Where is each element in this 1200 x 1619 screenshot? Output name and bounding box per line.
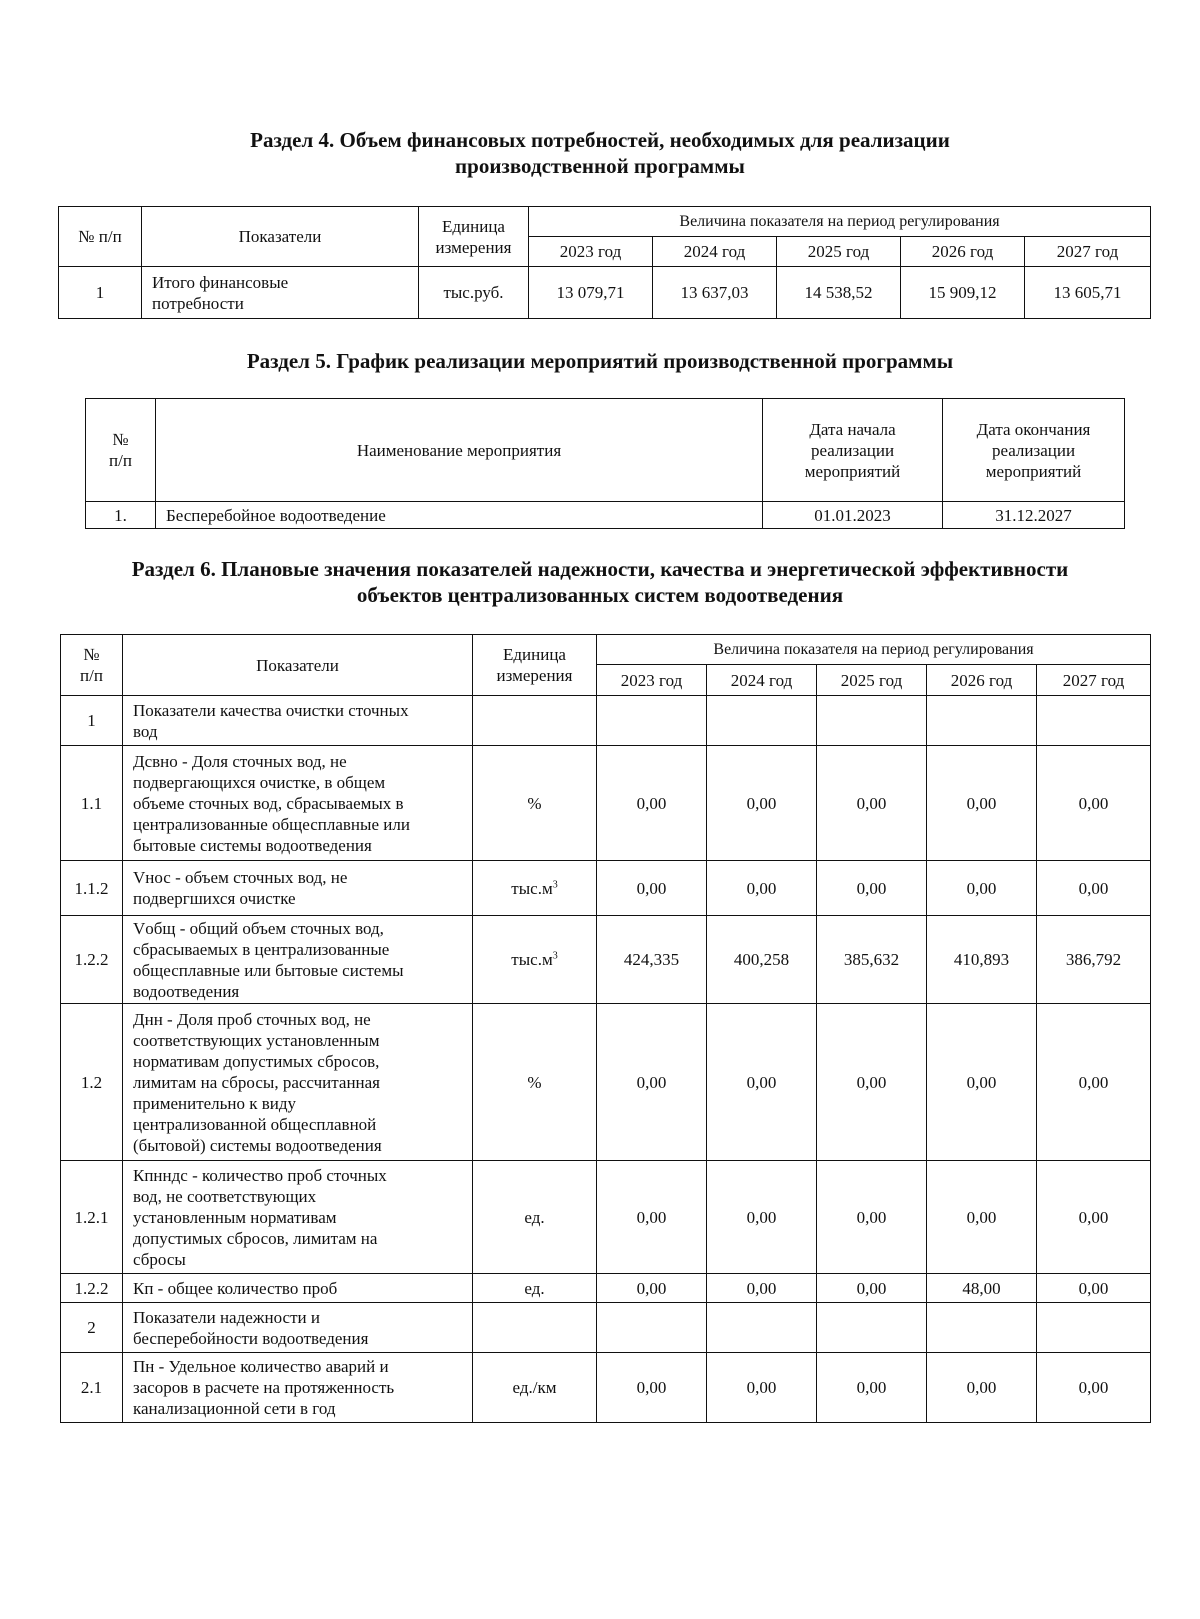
row-unit-text: тыс.м — [511, 878, 553, 898]
indicators-table-body — [61, 696, 1151, 1423]
row-unit-text: ед. — [524, 1278, 545, 1298]
row-indicator-line: Дсвно - Доля сточных вод, не — [133, 751, 347, 771]
row-unit-text: % — [527, 793, 542, 813]
row-value: 0,00 — [817, 1004, 927, 1161]
header-unit — [473, 635, 597, 696]
row-num: 1.1 — [61, 746, 123, 861]
row-value: 0,00 — [817, 1353, 927, 1423]
row-unit — [473, 1161, 597, 1274]
header-year: 2026 год — [901, 237, 1025, 267]
row-indicator — [123, 861, 473, 916]
section-5-title — [0, 348, 1200, 374]
row-value: 0,00 — [927, 861, 1037, 916]
row-value: 0,00 — [1037, 861, 1151, 916]
row-end-date: 31.12.2027 — [943, 502, 1125, 529]
row-unit — [473, 746, 597, 861]
row-indicator-line: Итого финансовые — [152, 272, 289, 292]
table-row — [61, 746, 1151, 861]
row-value: 424,335 — [597, 916, 707, 1004]
row-indicator-line: засоров в расчете на протяженность — [133, 1378, 395, 1397]
row-indicator — [123, 1161, 473, 1274]
row-value: 0,00 — [597, 1004, 707, 1161]
row-value: 0,00 — [817, 861, 927, 916]
financial-needs-table — [58, 206, 1151, 319]
row-value: 410,893 — [927, 916, 1037, 1004]
row-indicator-line: канализационной сети в год — [133, 1399, 336, 1418]
row-value: 48,00 — [927, 1274, 1037, 1303]
table-row — [61, 1004, 1151, 1161]
row-indicator-line: бесперебойности водоотведения — [133, 1328, 369, 1348]
row-value: 0,00 — [927, 1161, 1037, 1274]
header-end-line: реализации — [991, 440, 1076, 460]
row-value: 13 605,71 — [1025, 267, 1151, 319]
row-value: 0,00 — [817, 1274, 927, 1303]
header-start-line: мероприятий — [804, 461, 901, 481]
row-indicator-line: вод, не соответствующих — [133, 1186, 317, 1206]
row-value: 0,00 — [597, 861, 707, 916]
row-indicator-line: сбросы — [133, 1249, 186, 1269]
row-event-name: Бесперебойное водоотведение — [156, 502, 763, 529]
row-unit-text: ед./км — [512, 1378, 557, 1397]
row-num: 1.2 — [61, 1004, 123, 1161]
header-num-line-1: № — [112, 430, 129, 449]
row-indicator-line: объеме сточных вод, сбрасываемых в — [133, 793, 404, 813]
row-indicator-line: Пн - Удельное количество аварий и — [133, 1357, 389, 1376]
row-value — [597, 1303, 707, 1353]
header-year: 2023 год — [529, 237, 653, 267]
header-unit-line-2: измерения — [496, 666, 573, 685]
row-value — [707, 696, 817, 746]
row-indicator-line: допустимых сбросов, лимитам на — [133, 1228, 378, 1248]
row-indicator-line: общесплавные или бытовые системы — [133, 960, 404, 980]
section-4-title — [0, 127, 1200, 179]
row-indicator-line: централизованной общесплавной — [133, 1114, 377, 1134]
header-start-line: Дата начала — [809, 419, 896, 439]
row-value: 0,00 — [927, 1353, 1037, 1423]
header-unit-line-1: Единица — [503, 645, 566, 664]
row-value: 0,00 — [597, 1274, 707, 1303]
row-num: 1.2.1 — [61, 1161, 123, 1274]
header-start-date — [763, 399, 943, 502]
row-indicator — [142, 267, 419, 319]
row-unit — [473, 1303, 597, 1353]
table-row — [61, 861, 1151, 916]
row-num: 1 — [59, 267, 142, 319]
table-row — [61, 916, 1151, 1004]
row-indicator-line: (бытовой) системы водоотведения — [133, 1135, 382, 1155]
header-year: 2025 год — [817, 665, 927, 696]
row-num: 2 — [61, 1303, 123, 1353]
header-unit-line-2: измерения — [435, 237, 512, 257]
header-num: № п/п — [59, 207, 142, 267]
row-value: 13 079,71 — [529, 267, 653, 319]
section-6-title-line-2: объектов централизованных систем водоотведения — [356, 583, 844, 607]
row-indicator — [123, 1274, 473, 1303]
unit-superscript: 3 — [552, 950, 558, 962]
row-value: 0,00 — [1037, 746, 1151, 861]
row-value — [817, 696, 927, 746]
header-num — [61, 635, 123, 696]
row-value — [597, 696, 707, 746]
row-value: 0,00 — [707, 1161, 817, 1274]
row-value: 0,00 — [597, 746, 707, 861]
row-value: 0,00 — [1037, 1004, 1151, 1161]
row-indicator-line: Кп - общее количество проб — [133, 1278, 338, 1298]
row-value: 0,00 — [1037, 1161, 1151, 1274]
row-num: 1.1.2 — [61, 861, 123, 916]
row-indicator — [123, 1004, 473, 1161]
row-indicator-line: Показатели надежности и — [133, 1307, 320, 1327]
header-unit — [419, 207, 529, 267]
row-value: 0,00 — [817, 1161, 927, 1274]
row-unit — [473, 1353, 597, 1423]
row-indicator-line: соответствующих установленным — [133, 1030, 380, 1050]
row-unit — [473, 861, 597, 916]
header-num-line-1: № — [83, 645, 100, 664]
header-indicators: Показатели — [123, 635, 473, 696]
row-value: 0,00 — [707, 1353, 817, 1423]
header-end-line: Дата окончания — [976, 419, 1091, 439]
row-value: 0,00 — [707, 1274, 817, 1303]
row-indicator — [123, 1353, 473, 1423]
row-unit: тыс.руб. — [419, 267, 529, 319]
header-num-line-2: п/п — [109, 451, 132, 470]
row-value: 0,00 — [927, 746, 1037, 861]
row-value — [707, 1303, 817, 1353]
row-value — [927, 1303, 1037, 1353]
row-value: 0,00 — [707, 1004, 817, 1161]
indicators-table — [60, 634, 1151, 1423]
row-num: 1.2.2 — [61, 1274, 123, 1303]
row-indicator-line: нормативам допустимых сбросов, — [133, 1051, 380, 1071]
row-value: 0,00 — [817, 746, 927, 861]
row-num: 1 — [61, 696, 123, 746]
row-indicator-line: бытовые системы водоотведения — [133, 835, 372, 855]
header-event-name: Наименование мероприятия — [156, 399, 763, 502]
row-unit-text: % — [527, 1072, 542, 1092]
header-value-period: Величина показателя на период регулирования — [529, 207, 1151, 237]
table-row — [61, 1161, 1151, 1274]
row-value: 0,00 — [1037, 1353, 1151, 1423]
row-indicator-line: Кпнндс - количество проб сточных — [133, 1165, 387, 1185]
row-value: 13 637,03 — [653, 267, 777, 319]
row-unit — [473, 1004, 597, 1161]
table-row — [86, 502, 1125, 529]
row-indicator — [123, 746, 473, 861]
header-start-line: реализации — [810, 440, 895, 460]
header-end-date — [943, 399, 1125, 502]
row-value: 0,00 — [597, 1161, 707, 1274]
section-4-title-line-2: производственной программы — [455, 154, 745, 178]
row-indicator — [123, 916, 473, 1004]
row-indicator-line: вод — [133, 721, 158, 741]
header-year: 2027 год — [1037, 665, 1151, 696]
row-indicator-line: Vнос - объем сточных вод, не — [133, 868, 348, 887]
row-value: 0,00 — [707, 746, 817, 861]
header-indicators: Показатели — [142, 207, 419, 267]
row-value — [817, 1303, 927, 1353]
section-6-title — [0, 556, 1200, 608]
row-start-date: 01.01.2023 — [763, 502, 943, 529]
header-num-line-2: п/п — [80, 666, 103, 685]
section-6-title-line-1: Раздел 6. Плановые значения показателей надежности, качества и энергетической эффективности — [131, 557, 1069, 581]
row-indicator-line: Днн - Доля проб сточных вод, не — [133, 1009, 371, 1029]
row-value: 15 909,12 — [901, 267, 1025, 319]
header-year: 2027 год — [1025, 237, 1151, 267]
row-indicator-line: применительно к виду — [133, 1093, 297, 1113]
row-indicator-line: сбрасываемых в централизованные — [133, 939, 390, 959]
unit-superscript: 3 — [552, 878, 558, 890]
row-unit-text: тыс.м — [511, 950, 553, 969]
row-value: 385,632 — [817, 916, 927, 1004]
row-unit — [473, 1274, 597, 1303]
row-indicator-line: лимитам на сбросы, рассчитанная — [133, 1072, 380, 1092]
row-value: 0,00 — [597, 1353, 707, 1423]
table-row — [61, 696, 1151, 746]
row-indicator-line: Показатели качества очистки сточных — [133, 700, 409, 720]
row-value — [1037, 1303, 1151, 1353]
row-value — [927, 696, 1037, 746]
row-num: 1. — [86, 502, 156, 529]
row-num: 1.2.2 — [61, 916, 123, 1004]
row-indicator-line: водоотведения — [133, 981, 240, 1001]
header-value-period: Величина показателя на период регулирования — [597, 635, 1151, 665]
header-year: 2026 год — [927, 665, 1037, 696]
table-row — [59, 267, 1151, 319]
row-value — [1037, 696, 1151, 746]
row-value: 386,792 — [1037, 916, 1151, 1004]
section-5-title-line: Раздел 5. График реализации мероприятий производственной программы — [246, 349, 954, 373]
row-value: 400,258 — [707, 916, 817, 1004]
row-indicator-line: подвергшихся очистке — [133, 889, 296, 908]
row-indicator-line: потребности — [152, 293, 244, 313]
header-end-line: мероприятий — [985, 461, 1082, 481]
row-indicator — [123, 696, 473, 746]
row-value: 0,00 — [927, 1004, 1037, 1161]
row-indicator-line: установленным нормативам — [133, 1207, 337, 1227]
row-value: 0,00 — [1037, 1274, 1151, 1303]
table-row — [61, 1353, 1151, 1423]
table-row — [61, 1303, 1151, 1353]
header-year: 2023 год — [597, 665, 707, 696]
header-unit-line-1: Единица — [442, 216, 505, 236]
row-indicator-line: централизованные общесплавные или — [133, 814, 410, 834]
header-year: 2024 год — [653, 237, 777, 267]
row-value: 0,00 — [707, 861, 817, 916]
row-unit-text: ед. — [524, 1207, 545, 1227]
row-unit — [473, 696, 597, 746]
header-year: 2025 год — [777, 237, 901, 267]
section-4-title-line-1: Раздел 4. Объем финансовых потребностей, необходимых для реализации — [250, 128, 950, 152]
header-num — [86, 399, 156, 502]
row-value: 14 538,52 — [777, 267, 901, 319]
header-year: 2024 год — [707, 665, 817, 696]
table-row — [61, 1274, 1151, 1303]
row-unit — [473, 916, 597, 1004]
schedule-table — [85, 398, 1125, 529]
row-indicator-line: Vобщ - общий объем сточных вод, — [133, 918, 384, 938]
row-indicator-line: подвергающихся очистке, в общем — [133, 772, 386, 792]
row-num: 2.1 — [61, 1353, 123, 1423]
row-indicator — [123, 1303, 473, 1353]
